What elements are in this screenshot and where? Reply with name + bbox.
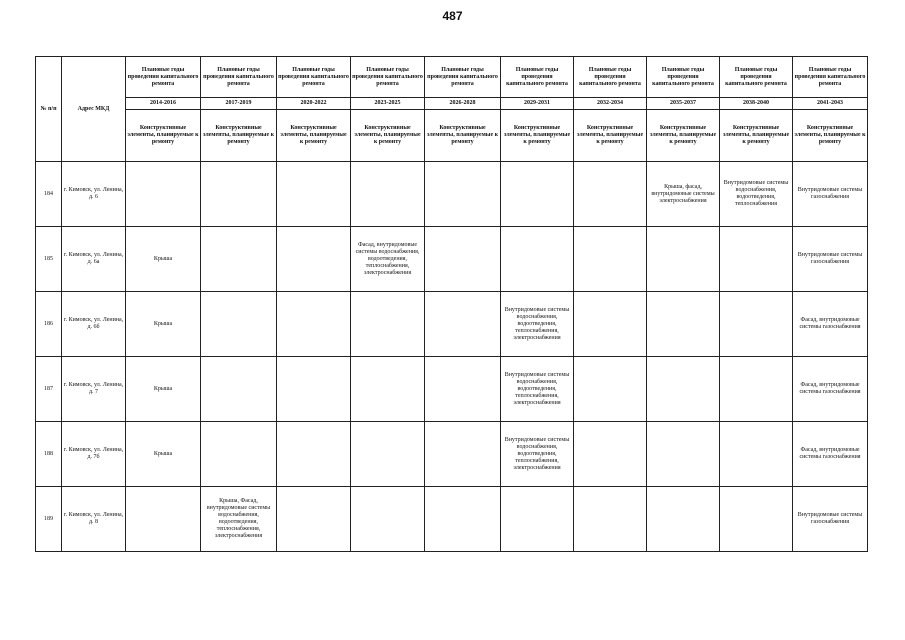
repair-cell bbox=[501, 162, 574, 227]
planned-years-header: Плановые годы проведения капитального ремонта bbox=[574, 57, 647, 98]
row-number: 186 bbox=[36, 292, 62, 357]
repair-cell: Внутридомовые системы газоснабжения bbox=[793, 162, 868, 227]
repair-cell bbox=[720, 227, 793, 292]
repair-cell bbox=[425, 487, 501, 552]
elements-header: Конструктивные элементы, планируемые к ремонту bbox=[501, 110, 574, 162]
repair-cell bbox=[574, 487, 647, 552]
planned-years-header: Плановые годы проведения капитального ремонта bbox=[793, 57, 868, 98]
repair-cell bbox=[351, 292, 425, 357]
elements-header: Конструктивные элементы, планируемые к ремонту bbox=[277, 110, 351, 162]
repair-cell: Фасад, внутридомовые системы газоснабжения bbox=[793, 292, 868, 357]
repair-cell bbox=[126, 162, 201, 227]
repair-cell bbox=[201, 292, 277, 357]
row-address: г. Кимовск, ул. Ленина, д. 8 bbox=[62, 487, 126, 552]
repair-cell bbox=[201, 227, 277, 292]
repair-cell bbox=[351, 422, 425, 487]
repair-cell: Фасад, внутридомовые системы газоснабжения bbox=[793, 422, 868, 487]
repair-cell bbox=[501, 227, 574, 292]
row-number: 189 bbox=[36, 487, 62, 552]
repair-cell bbox=[201, 422, 277, 487]
planned-years-header: Плановые годы проведения капитального ремонта bbox=[126, 57, 201, 98]
row-address: г. Кимовск, ул. Ленина, д. 6а bbox=[62, 227, 126, 292]
repair-cell bbox=[574, 227, 647, 292]
period-header: 2038-2040 bbox=[720, 98, 793, 110]
repair-cell bbox=[647, 422, 720, 487]
repair-cell: Внутридомовые системы водоснабжения, водоотведения, теплоснабжения, электроснабжения bbox=[501, 422, 574, 487]
planned-years-header: Плановые годы проведения капитального ремонта bbox=[351, 57, 425, 98]
table-row bbox=[36, 227, 868, 292]
planned-years-header: Плановые годы проведения капитального ремонта bbox=[720, 57, 793, 98]
repair-cell bbox=[201, 162, 277, 227]
repair-cell: Крыша bbox=[126, 292, 201, 357]
row-address: г. Кимовск, ул. Ленина, д. 6б bbox=[62, 292, 126, 357]
repair-cell bbox=[425, 227, 501, 292]
row-number: 185 bbox=[36, 227, 62, 292]
repair-cell: Крыша bbox=[126, 357, 201, 422]
page-number: 487 bbox=[442, 9, 463, 23]
address-column-header: Адрес МКД bbox=[62, 57, 126, 162]
repair-cell bbox=[501, 487, 574, 552]
repair-cell bbox=[720, 487, 793, 552]
repair-cell bbox=[720, 292, 793, 357]
repair-cell bbox=[351, 357, 425, 422]
repair-cell bbox=[277, 357, 351, 422]
elements-header: Конструктивные элементы, планируемые к ремонту bbox=[574, 110, 647, 162]
repair-cell bbox=[277, 292, 351, 357]
repair-cell bbox=[574, 292, 647, 357]
repair-cell bbox=[425, 292, 501, 357]
repair-cell bbox=[647, 357, 720, 422]
table-row bbox=[36, 422, 868, 487]
planned-years-header: Плановые годы проведения капитального ремонта bbox=[501, 57, 574, 98]
repair-cell: Внутридомовые системы водоснабжения, водоотведения, теплоснабжения bbox=[720, 162, 793, 227]
elements-header-row bbox=[36, 110, 868, 162]
row-number: 188 bbox=[36, 422, 62, 487]
repair-cell bbox=[277, 487, 351, 552]
repair-cell: Крыша, Фасад, внутридомовые системы водоснабжения, водоотведения, теплоснабжения, электроснабжения bbox=[201, 487, 277, 552]
elements-header: Конструктивные элементы, планируемые к ремонту bbox=[425, 110, 501, 162]
period-header: 2023-2025 bbox=[351, 98, 425, 110]
elements-header: Конструктивные элементы, планируемые к ремонту bbox=[126, 110, 201, 162]
repair-cell bbox=[351, 487, 425, 552]
repair-cell: Фасад, внутридомовые системы газоснабжения bbox=[793, 357, 868, 422]
header-row bbox=[36, 57, 868, 98]
repair-schedule-table bbox=[35, 56, 868, 552]
repair-cell bbox=[126, 487, 201, 552]
repair-cell bbox=[201, 357, 277, 422]
row-address: г. Кимовск, ул. Ленина, д. 7 bbox=[62, 357, 126, 422]
period-header: 2029-2031 bbox=[501, 98, 574, 110]
repair-cell bbox=[277, 227, 351, 292]
repair-cell bbox=[574, 357, 647, 422]
repair-cell bbox=[277, 162, 351, 227]
repair-cell: Крыша bbox=[126, 422, 201, 487]
planned-years-header: Плановые годы проведения капитального ремонта bbox=[277, 57, 351, 98]
table-row bbox=[36, 162, 868, 227]
elements-header: Конструктивные элементы, планируемые к ремонту bbox=[647, 110, 720, 162]
repair-cell bbox=[351, 162, 425, 227]
row-address: г. Кимовск, ул. Ленина, д. 7б bbox=[62, 422, 126, 487]
period-header: 2035-2037 bbox=[647, 98, 720, 110]
repair-cell bbox=[425, 422, 501, 487]
table-row bbox=[36, 357, 868, 422]
planned-years-header: Плановые годы проведения капитального ремонта bbox=[201, 57, 277, 98]
repair-cell bbox=[647, 487, 720, 552]
repair-cell bbox=[277, 422, 351, 487]
repair-cell bbox=[574, 422, 647, 487]
repair-cell: Крыша, фасад, внутридомовые системы электроснабжения bbox=[647, 162, 720, 227]
period-header: 2017-2019 bbox=[201, 98, 277, 110]
period-header: 2041-2043 bbox=[793, 98, 868, 110]
planned-years-header: Плановые годы проведения капитального ремонта bbox=[425, 57, 501, 98]
elements-header: Конструктивные элементы, планируемые к ремонту bbox=[793, 110, 868, 162]
elements-header: Конструктивные элементы, планируемые к ремонту bbox=[201, 110, 277, 162]
row-number: 187 bbox=[36, 357, 62, 422]
period-header: 2020-2022 bbox=[277, 98, 351, 110]
repair-cell: Крыша bbox=[126, 227, 201, 292]
repair-cell bbox=[425, 357, 501, 422]
repair-cell: Внутридомовые системы газоснабжения bbox=[793, 227, 868, 292]
repair-cell bbox=[720, 357, 793, 422]
repair-cell: Фасад, внутридомовые системы водоснабжения, водоотведения, теплоснабжения, электроснабжения bbox=[351, 227, 425, 292]
repair-cell: Внутридомовые системы водоснабжения, водоотведения, теплоснабжения, электроснабжения bbox=[501, 357, 574, 422]
period-row bbox=[36, 98, 868, 110]
period-header: 2026-2028 bbox=[425, 98, 501, 110]
elements-header: Конструктивные элементы, планируемые к ремонту bbox=[720, 110, 793, 162]
repair-cell bbox=[720, 422, 793, 487]
elements-header: Конструктивные элементы, планируемые к ремонту bbox=[351, 110, 425, 162]
row-number: 184 bbox=[36, 162, 62, 227]
repair-cell bbox=[425, 162, 501, 227]
period-header: 2014-2016 bbox=[126, 98, 201, 110]
table-row bbox=[36, 487, 868, 552]
repair-cell bbox=[574, 162, 647, 227]
repair-cell: Внутридомовые системы водоснабжения, водоотведения, теплоснабжения, электроснабжения bbox=[501, 292, 574, 357]
repair-cell bbox=[647, 227, 720, 292]
repair-cell: Внутридомовые системы газоснабжения bbox=[793, 487, 868, 552]
period-header: 2032-2034 bbox=[574, 98, 647, 110]
row-address: г. Кимовск, ул. Ленина, д. 6 bbox=[62, 162, 126, 227]
repair-cell bbox=[647, 292, 720, 357]
table-row bbox=[36, 292, 868, 357]
number-column-header: № п/п bbox=[36, 57, 62, 162]
planned-years-header: Плановые годы проведения капитального ремонта bbox=[647, 57, 720, 98]
